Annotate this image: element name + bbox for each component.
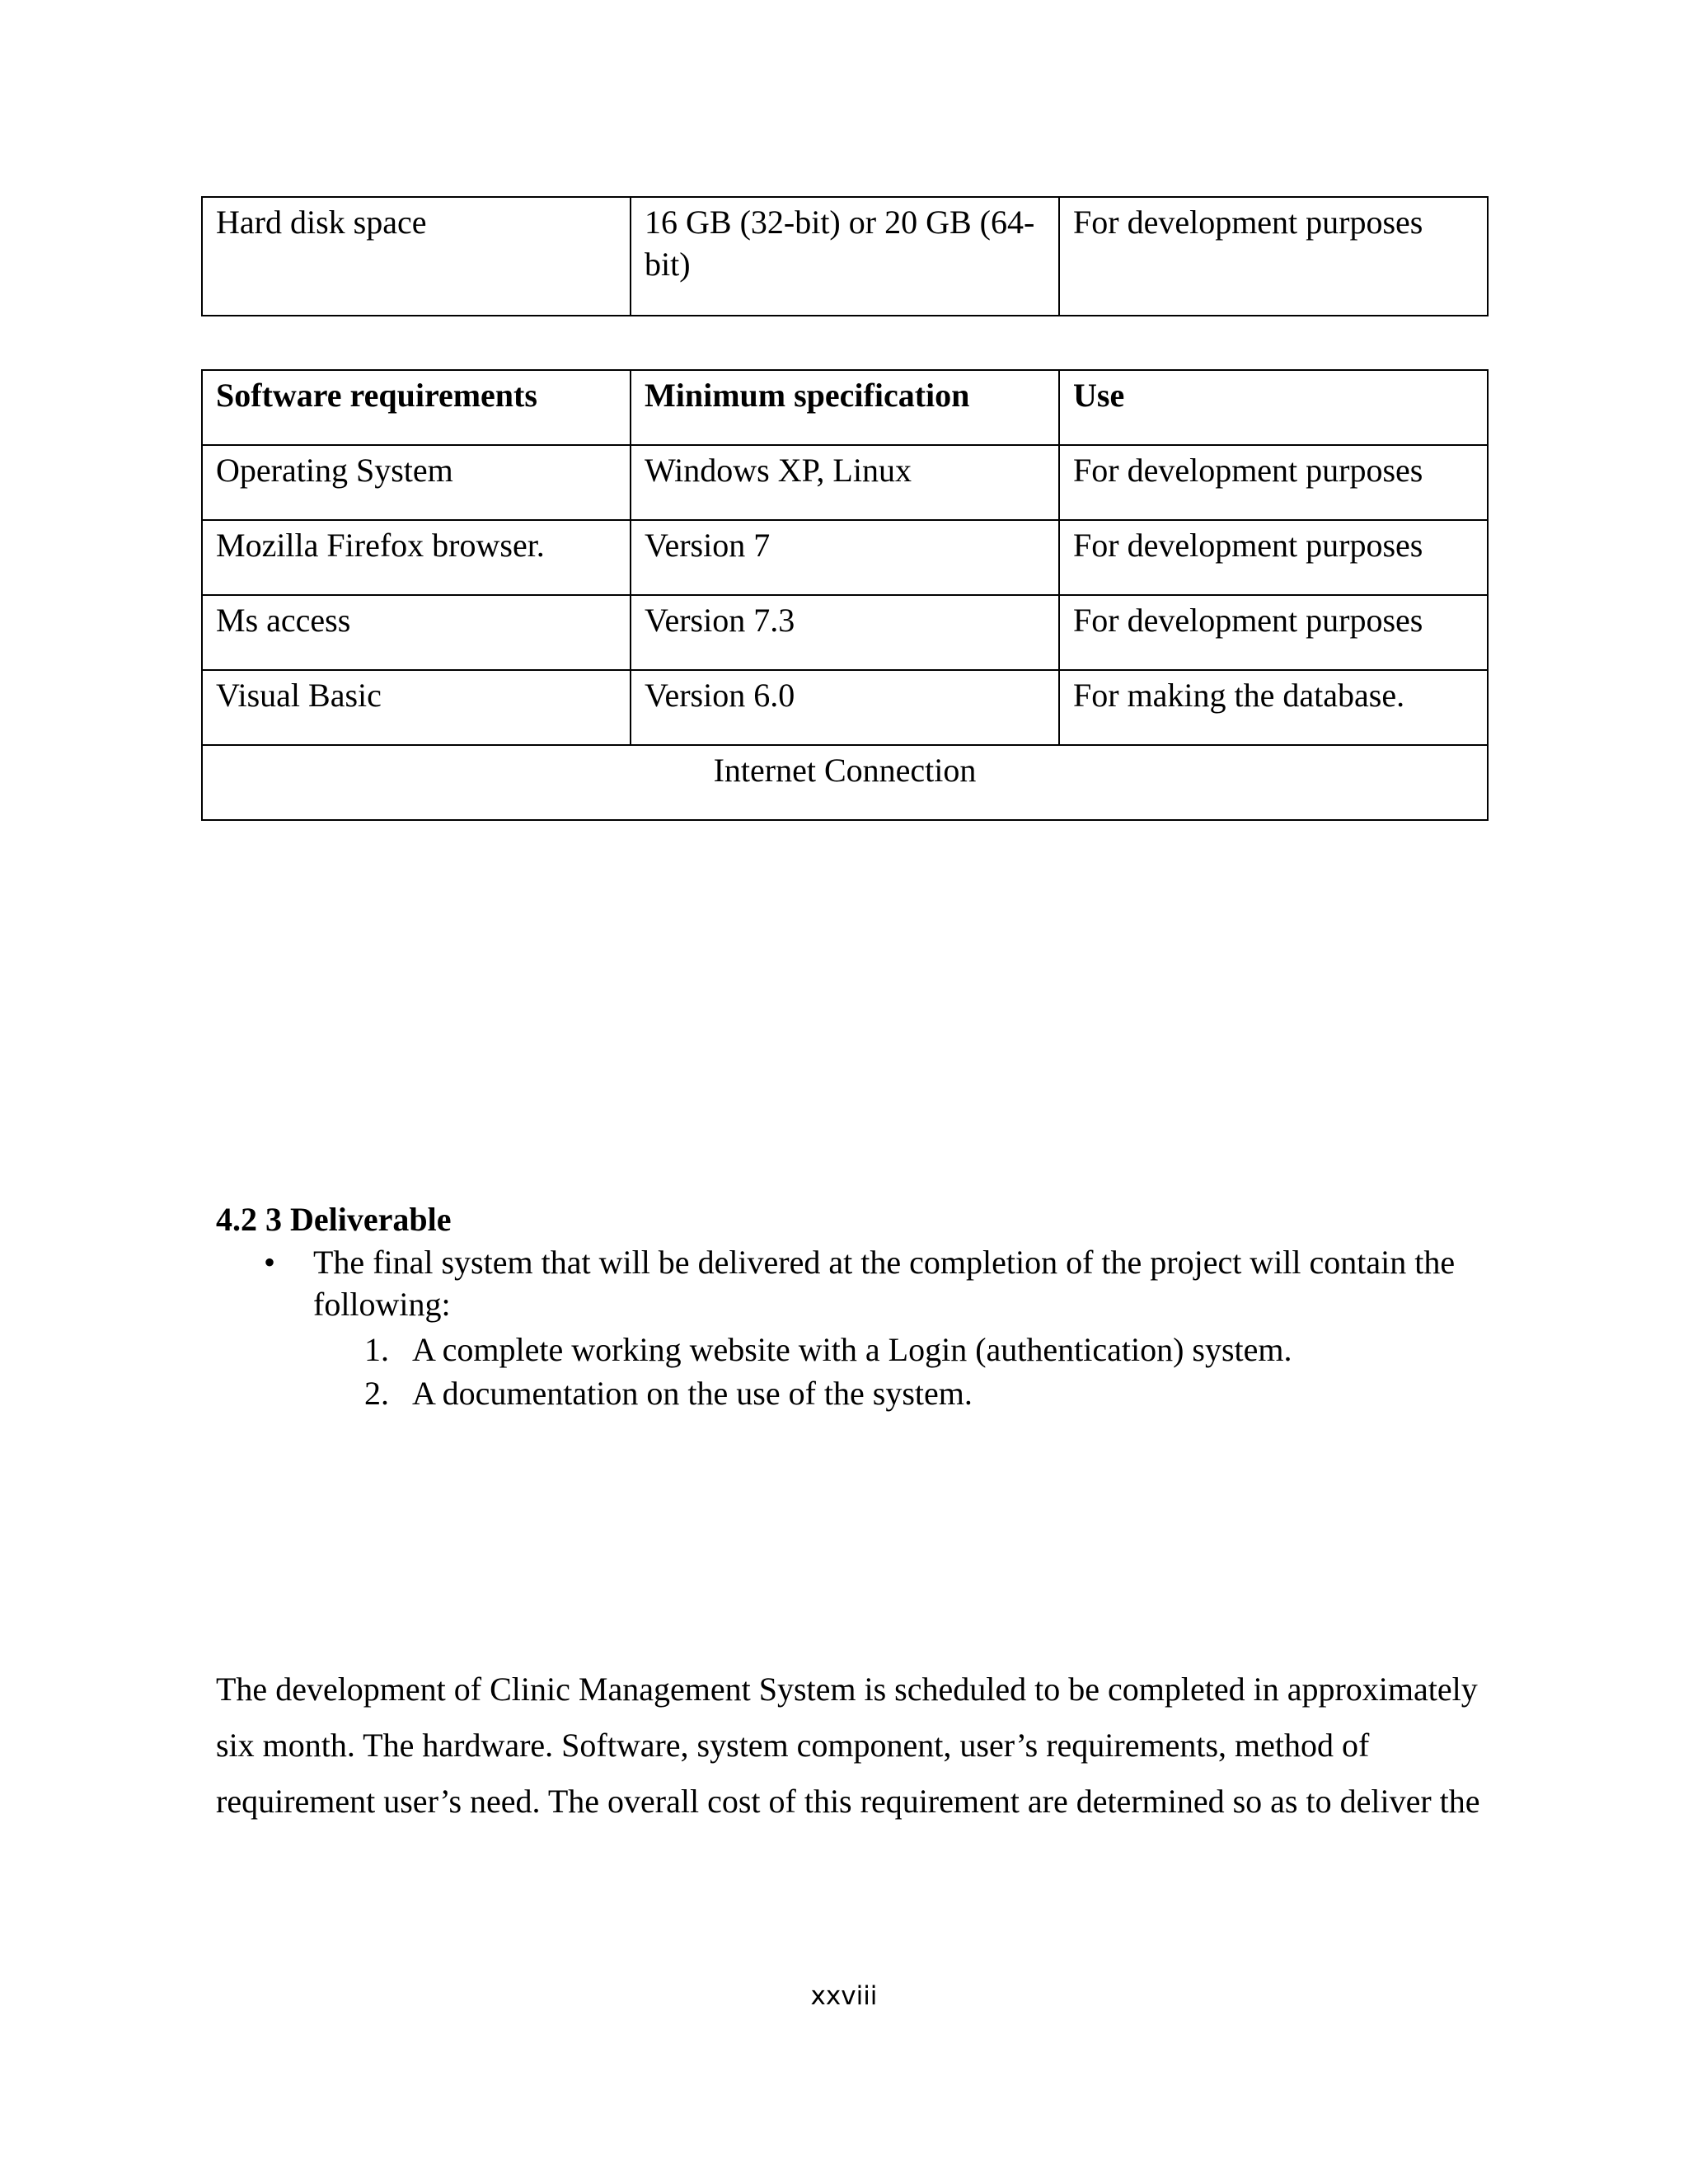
table-cell: For making the database. (1059, 670, 1488, 745)
table-header-cell: Minimum specification (631, 370, 1059, 445)
table-cell: 16 GB (32-bit) or 20 GB (64-bit) (631, 197, 1059, 316)
table-row (202, 520, 1488, 595)
table-row (202, 197, 1488, 316)
table-cell: Version 6.0 (631, 670, 1059, 745)
list-item (364, 1328, 1502, 1371)
list-item-number: 1. (364, 1331, 389, 1368)
list-item (364, 1371, 1502, 1415)
table-cell: Operating System (202, 445, 631, 520)
table-cell: Version 7.3 (631, 595, 1059, 670)
table-cell: For development purposes (1059, 520, 1488, 595)
list-item-text: A documentation on the use of the system. (412, 1375, 973, 1412)
table-cell: For development purposes (1059, 197, 1488, 316)
table-header-row (202, 370, 1488, 445)
numbered-list (216, 1328, 1502, 1415)
section-heading: 4.2 3 Deliverable (216, 1201, 452, 1238)
page-number: xxviii (810, 1981, 878, 2011)
bullet-item (216, 1241, 1502, 1325)
list-item-text: A complete working website with a Login (authentication) system. (412, 1331, 1292, 1368)
table-cell: Mozilla Firefox browser. (202, 520, 631, 595)
table-row (202, 445, 1488, 520)
table-cell: Windows XP, Linux (631, 445, 1059, 520)
table-cell: For development purposes (1059, 595, 1488, 670)
table-header-cell: Use (1059, 370, 1488, 445)
table-header-cell: Software requirements (202, 370, 631, 445)
table-cell: Ms access (202, 595, 631, 670)
table-footer-row (202, 745, 1488, 820)
table-cell: For development purposes (1059, 445, 1488, 520)
body-paragraph (216, 1661, 1518, 1830)
table-cell: Version 7 (631, 520, 1059, 595)
internet-connection-cell: Internet Connection (202, 745, 1488, 820)
hardware-requirements-table (201, 196, 1489, 316)
paragraph-line: requirement user’s need. The overall cost of this requirement are determined so as to deliver the (216, 1783, 1480, 1820)
paragraph-line: six month. The hardware. Software, system component, user’s requirements, method of (216, 1727, 1370, 1764)
table-row (202, 595, 1488, 670)
table-cell: Hard disk space (202, 197, 631, 316)
bullet-marker: • (264, 1244, 276, 1281)
bullet-text: The final system that will be delivered at the completion of the project will contain the following: (313, 1244, 1456, 1323)
list-item-number: 2. (364, 1375, 389, 1412)
table-cell: Visual Basic (202, 670, 631, 745)
paragraph-line: The development of Clinic Management System is scheduled to be completed in approximately (216, 1671, 1478, 1708)
software-requirements-table (201, 369, 1489, 821)
deliverable-list (216, 1241, 1502, 1415)
table-row (202, 670, 1488, 745)
